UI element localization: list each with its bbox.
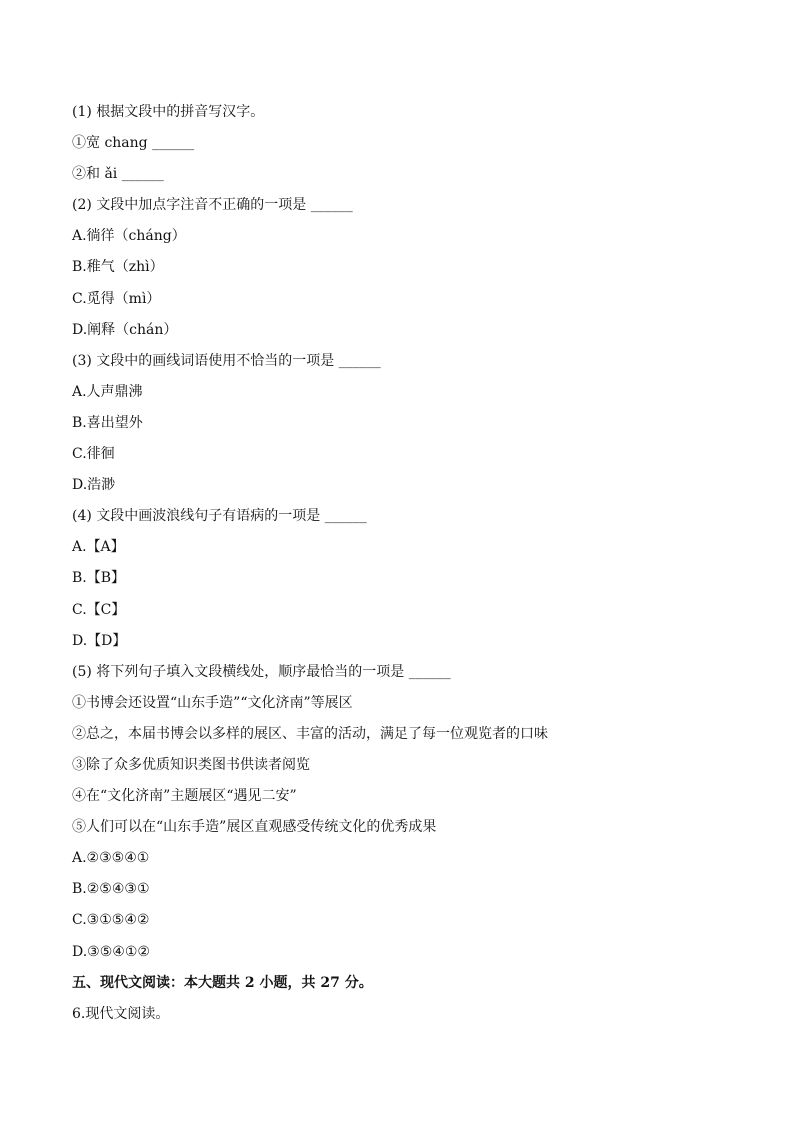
- question-5-option-b: B.②⑤④③①: [72, 881, 150, 898]
- question-1-blank-2: ②和 ǎi ______: [72, 166, 164, 183]
- question-5-stem: (5) 将下列句子填入文段横线处，顺序最恰当的一项是 ______: [72, 663, 451, 680]
- question-2-stem: (2) 文段中加点字注音不正确的一项是 ______: [72, 197, 353, 214]
- question-3-option-d: D.浩渺: [72, 477, 116, 494]
- question-5-option-d: D.③⑤④①②: [72, 943, 150, 960]
- question-4-stem: (4) 文段中画波浪线句子有语病的一项是 ______: [72, 508, 367, 525]
- question-2-option-c: C.觅得（mì）: [72, 290, 161, 307]
- question-4-option-d: D.【D】: [72, 632, 127, 649]
- question-3-stem: (3) 文段中的画线词语使用不恰当的一项是 ______: [72, 352, 381, 369]
- question-2-option-b: B.稚气（zhì）: [72, 259, 164, 276]
- question-4-option-b: B.【B】: [72, 570, 126, 587]
- question-5-sentence-2: ②总之，本届书博会以多样的展区、丰富的活动，满足了每一位观览者的口味: [72, 725, 548, 742]
- question-1-blank-1: ①宽 chang ______: [72, 135, 195, 152]
- question-4-option-a: A.【A】: [72, 539, 125, 556]
- question-5-option-c: C.③①⑤④②: [72, 912, 150, 929]
- question-2-option-d: D.阐释（chán）: [72, 321, 178, 338]
- question-5-option-a: A.②③⑤④①: [72, 850, 150, 867]
- question-3-option-b: B.喜出望外: [72, 414, 143, 431]
- question-6-stem: 6.现代文阅读。: [72, 1005, 170, 1022]
- question-1-stem: (1) 根据文段中的拼音写汉字。: [72, 104, 265, 120]
- question-5-sentence-4: ④在“文化济南”主题展区“遇见二安”: [72, 788, 297, 805]
- question-5-sentence-3: ③除了众多优质知识类图书供读者阅览: [72, 756, 310, 773]
- question-5-sentence-5: ⑤人们可以在“山东手造”展区直观感受传统文化的优秀成果: [72, 819, 437, 836]
- question-2-option-a: A.徜徉（cháng）: [72, 228, 186, 245]
- question-5-sentence-1: ①书博会还设置“山东手造”“文化济南”等展区: [72, 694, 353, 711]
- document-page: [72, 102, 732, 1035]
- question-3-option-c: C.徘徊: [72, 446, 115, 463]
- section-5-heading: 五、现代文阅读：本大题共 2 小题，共 27 分。: [72, 974, 373, 991]
- question-3-option-a: A.人声鼎沸: [72, 383, 143, 400]
- question-4-option-c: C.【C】: [72, 601, 126, 618]
